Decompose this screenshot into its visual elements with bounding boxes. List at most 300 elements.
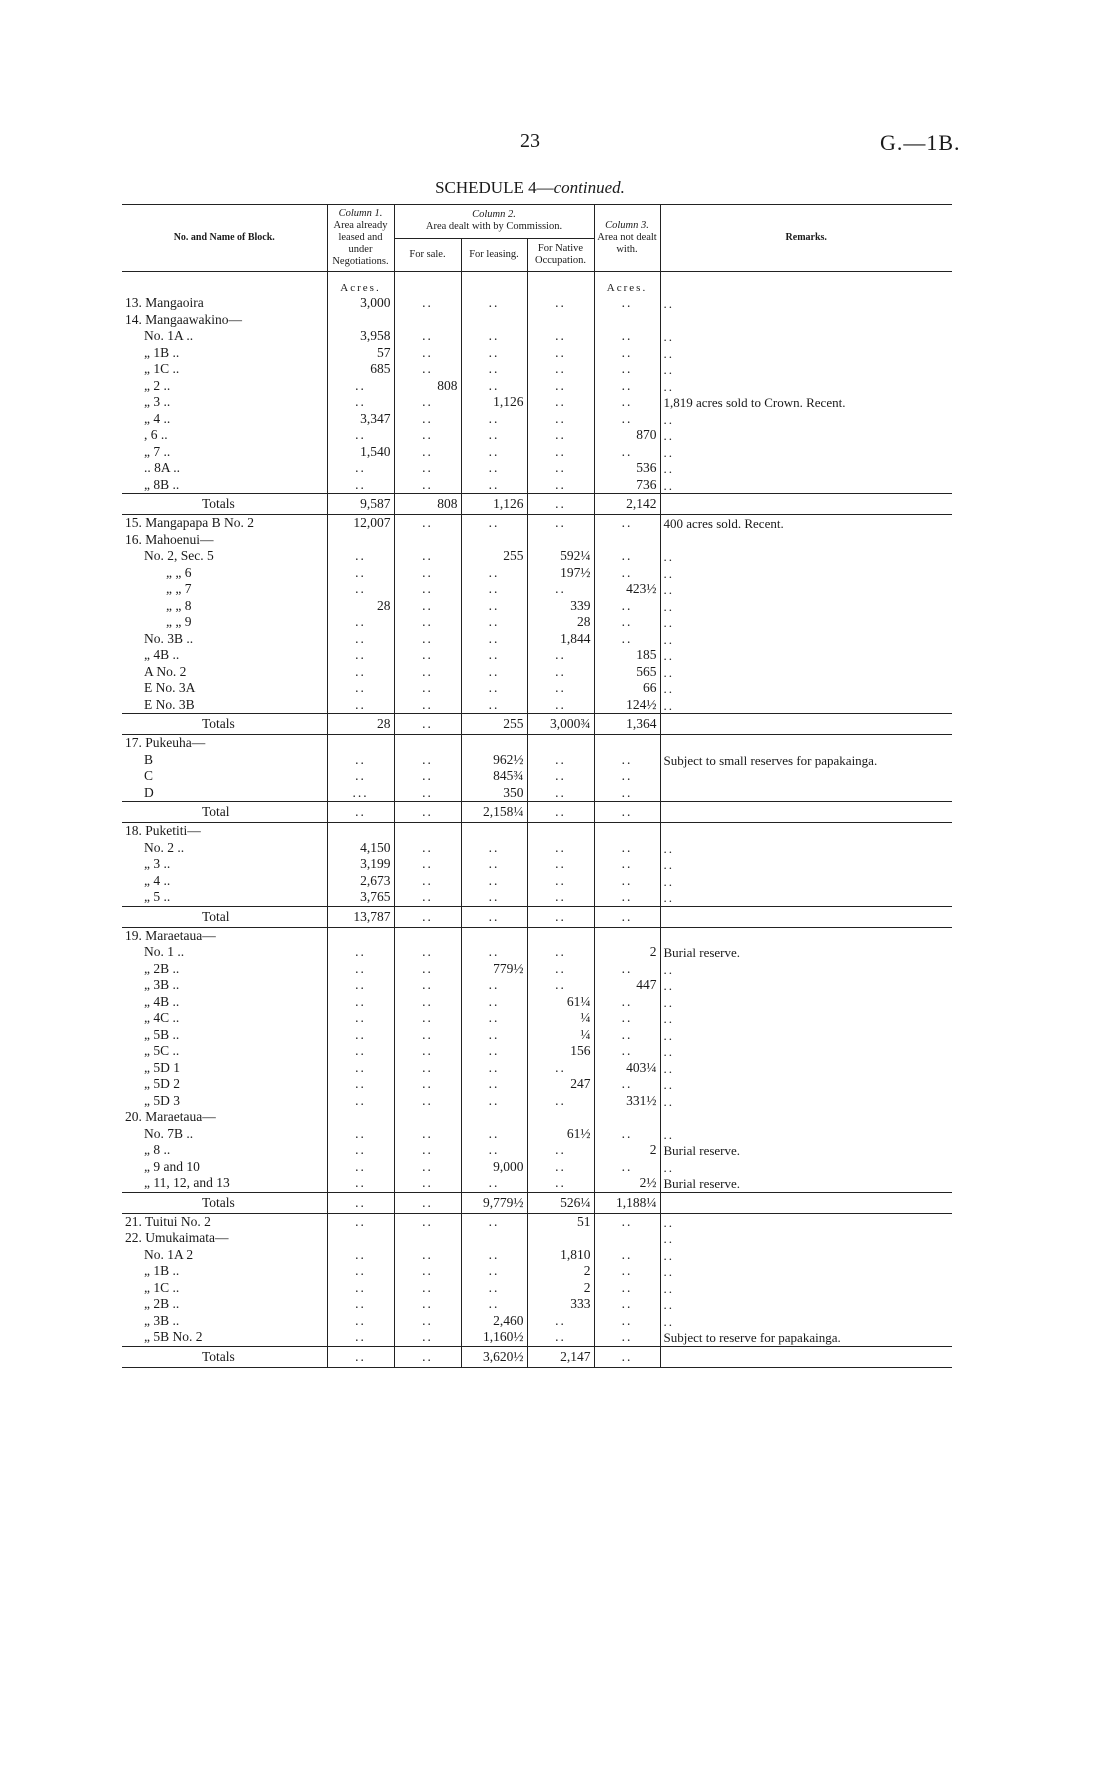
- col2-native-cell: ..: [527, 647, 594, 664]
- col2-leasing-cell: [461, 823, 527, 840]
- table-row: [122, 873, 952, 890]
- table-row: [122, 735, 952, 752]
- table-row: [122, 1159, 952, 1176]
- remarks-cell: ..: [660, 581, 952, 598]
- block-name-cell: „ „ 8: [166, 597, 192, 613]
- col2-sale-cell: ..: [394, 614, 461, 631]
- remarks-cell: [660, 906, 952, 927]
- table-row: [122, 1010, 952, 1027]
- col3-not-dealt-cell: ..: [594, 1247, 660, 1264]
- col2-leasing-cell: 9,779½: [461, 1192, 527, 1213]
- col2-leasing-cell: 962½: [461, 752, 527, 769]
- col2-leasing-cell: 3,620½: [461, 1346, 527, 1367]
- col2-sale-cell: ..: [394, 515, 461, 532]
- col2-native-cell: [527, 1109, 594, 1126]
- remarks-cell: ..: [660, 548, 952, 565]
- col2-native-cell: 526¼: [527, 1192, 594, 1213]
- remarks-cell: [660, 823, 952, 840]
- col3-not-dealt-cell: ..: [594, 802, 660, 823]
- remarks-cell: ..: [660, 1313, 952, 1330]
- table-row: [122, 394, 952, 411]
- col2-native-cell: ¼: [527, 1027, 594, 1044]
- schedule-title-main: SCHEDULE 4—: [435, 178, 554, 197]
- col3-not-dealt-cell: ..: [594, 295, 660, 312]
- remarks-cell: ..: [660, 477, 952, 494]
- table-row: [122, 944, 952, 961]
- col2-leasing-cell: ..: [461, 378, 527, 395]
- col3-not-dealt-cell: [594, 532, 660, 549]
- col3-not-dealt-cell: ..: [594, 994, 660, 1011]
- header-for-leasing: For leasing.: [461, 238, 527, 272]
- remarks-cell: ..: [660, 1159, 952, 1176]
- block-name-cell: B: [144, 751, 154, 767]
- table-row: [122, 1093, 952, 1110]
- col2-sale-cell: ..: [394, 906, 461, 927]
- col2-native-cell: ..: [527, 295, 594, 312]
- col2-leasing-cell: ..: [461, 889, 527, 906]
- col3-not-dealt-cell: ..: [594, 752, 660, 769]
- col1-leased-cell: ..: [327, 477, 394, 494]
- header-column-3-desc: Area not dealt with.: [597, 232, 657, 256]
- col2-sale-cell: ..: [394, 548, 461, 565]
- block-name-cell: „ 1B ..: [144, 1263, 180, 1279]
- block-name-cell: „ 1C ..: [144, 361, 180, 377]
- col2-leasing-cell: ..: [461, 856, 527, 873]
- header-for-sale: For sale.: [394, 238, 461, 272]
- table-row: [122, 598, 952, 615]
- header-column-2-desc: Area dealt with by Commission.: [425, 221, 563, 233]
- col2-sale-cell: ..: [394, 697, 461, 714]
- col2-native-cell: 51: [527, 1213, 594, 1230]
- remarks-cell: ..: [660, 1263, 952, 1280]
- block-name-cell: 21. Tuitui No. 2: [125, 1213, 211, 1229]
- remarks-cell: ..: [660, 1027, 952, 1044]
- remarks-cell: [660, 1109, 952, 1126]
- totals-row: [122, 1346, 952, 1367]
- remarks-cell: ..: [660, 614, 952, 631]
- col2-sale-cell: ..: [394, 1076, 461, 1093]
- col3-not-dealt-cell: 423½: [594, 581, 660, 598]
- col3-not-dealt-cell: ..: [594, 840, 660, 857]
- remarks-cell: ..: [660, 411, 952, 428]
- col2-sale-cell: ..: [394, 1296, 461, 1313]
- block-name-cell: „ 1B ..: [144, 344, 180, 360]
- col2-sale-cell: ..: [394, 840, 461, 857]
- block-name-cell: 19. Maraetaua—: [125, 927, 216, 943]
- col2-native-cell: ..: [527, 802, 594, 823]
- remarks-cell: ..: [660, 345, 952, 362]
- header-column-3: [594, 205, 660, 272]
- col1-leased-cell: ..: [327, 680, 394, 697]
- block-name-cell: Totals: [122, 714, 327, 735]
- header-native-occupation: For Native Occupation.: [527, 238, 594, 272]
- col2-leasing-cell: ..: [461, 581, 527, 598]
- col2-leasing-cell: ..: [461, 873, 527, 890]
- col1-leased-cell: [327, 532, 394, 549]
- col2-sale-cell: ..: [394, 1060, 461, 1077]
- col2-leasing-cell: 779½: [461, 961, 527, 978]
- col2-native-cell: ..: [527, 427, 594, 444]
- col2-sale-cell: ..: [394, 1027, 461, 1044]
- col1-leased-cell: ..: [327, 1192, 394, 1213]
- col2-native-cell: 339: [527, 598, 594, 615]
- col2-native-cell: ..: [527, 961, 594, 978]
- remarks-cell: ..: [660, 631, 952, 648]
- col2-leasing-cell: ..: [461, 1247, 527, 1264]
- table-row: [122, 785, 952, 802]
- table-row: [122, 680, 952, 697]
- col3-not-dealt-cell: 870: [594, 427, 660, 444]
- block-name-cell: Total: [122, 802, 327, 823]
- remarks-cell: ..: [660, 427, 952, 444]
- col1-leased-cell: ..: [327, 1159, 394, 1176]
- col3-not-dealt-cell: ..: [594, 856, 660, 873]
- block-name-cell: „ 5B ..: [144, 1026, 180, 1042]
- col3-not-dealt-cell: ..: [594, 345, 660, 362]
- col2-native-cell: ..: [527, 906, 594, 927]
- col2-native-cell: ..: [527, 444, 594, 461]
- col2-native-cell: [527, 823, 594, 840]
- col1-leased-cell: ..: [327, 1126, 394, 1143]
- col2-sale-cell: ..: [394, 1142, 461, 1159]
- col2-leasing-cell: [461, 1230, 527, 1247]
- col2-leasing-cell: 2,158¼: [461, 802, 527, 823]
- block-name-cell: 14. Mangaawakino—: [125, 311, 242, 327]
- remarks-cell: [660, 312, 952, 329]
- block-name-cell: „ 5C ..: [144, 1043, 180, 1059]
- col2-sale-cell: ..: [394, 598, 461, 615]
- table-row: [122, 548, 952, 565]
- totals-row: [122, 906, 952, 927]
- col2-native-cell: 61¼: [527, 994, 594, 1011]
- remarks-cell: ..: [660, 664, 952, 681]
- table-row: [122, 614, 952, 631]
- col1-leased-cell: ..: [327, 1175, 394, 1192]
- col2-sale-cell: ..: [394, 460, 461, 477]
- header-column-1-desc: Area already leased and under Negotiations.: [332, 220, 389, 268]
- col2-leasing-cell: ..: [461, 647, 527, 664]
- col2-sale-cell: ..: [394, 873, 461, 890]
- table-row: [122, 664, 952, 681]
- col2-leasing-cell: 2,460: [461, 1313, 527, 1330]
- col3-not-dealt-cell: ..: [594, 328, 660, 345]
- col2-native-cell: ..: [527, 328, 594, 345]
- col3-not-dealt-cell: 565: [594, 664, 660, 681]
- col3-not-dealt-cell: ..: [594, 1213, 660, 1230]
- totals-row: [122, 802, 952, 823]
- block-name-cell: 13. Mangaoira: [125, 295, 204, 311]
- block-name-cell: „ 4C ..: [144, 1010, 180, 1026]
- col1-leased-cell: ..: [327, 768, 394, 785]
- col2-native-cell: ..: [527, 1329, 594, 1346]
- remarks-cell: ..: [660, 647, 952, 664]
- remarks-cell: [660, 532, 952, 549]
- col1-leased-cell: 13,787: [327, 906, 394, 927]
- remarks-cell: ..: [660, 295, 952, 312]
- col2-sale-cell: ..: [394, 1010, 461, 1027]
- col1-leased-cell: ..: [327, 581, 394, 598]
- col2-native-cell: ..: [527, 944, 594, 961]
- block-name-cell: 17. Pukeuha—: [125, 735, 206, 751]
- col3-not-dealt-cell: ..: [594, 889, 660, 906]
- remarks-cell: Burial reserve.: [660, 944, 952, 961]
- table-row: [122, 1329, 952, 1346]
- table-row: [122, 477, 952, 494]
- col1-leased-cell: ..: [327, 1093, 394, 1110]
- block-name-cell: „ 4 ..: [144, 872, 171, 888]
- units-column-3: Acres.: [594, 281, 660, 295]
- col2-native-cell: ..: [527, 1175, 594, 1192]
- remarks-cell: ..: [660, 1060, 952, 1077]
- col3-not-dealt-cell: 1,364: [594, 714, 660, 735]
- col2-leasing-cell: 255: [461, 714, 527, 735]
- table-row: [122, 768, 952, 785]
- table-row: [122, 411, 952, 428]
- block-name-cell: Totals: [122, 1192, 327, 1213]
- col2-native-cell: ..: [527, 1093, 594, 1110]
- header-remarks: Remarks.: [660, 205, 952, 272]
- col2-leasing-cell: ..: [461, 411, 527, 428]
- table-row: [122, 312, 952, 329]
- remarks-cell: [660, 735, 952, 752]
- col2-native-cell: ..: [527, 494, 594, 515]
- col3-not-dealt-cell: ..: [594, 378, 660, 395]
- col3-not-dealt-cell: 185: [594, 647, 660, 664]
- col3-not-dealt-cell: ..: [594, 631, 660, 648]
- col2-native-cell: ..: [527, 345, 594, 362]
- table-row: [122, 752, 952, 769]
- remarks-cell: ..: [660, 977, 952, 994]
- col3-not-dealt-cell: ..: [594, 394, 660, 411]
- block-name-cell: „ 11, 12, and 13: [144, 1175, 230, 1191]
- col2-native-cell: ..: [527, 680, 594, 697]
- schedule-title-continued: continued.: [553, 178, 625, 197]
- col1-leased-cell: 3,199: [327, 856, 394, 873]
- col2-sale-cell: ..: [394, 994, 461, 1011]
- col2-leasing-cell: ..: [461, 1060, 527, 1077]
- block-name-cell: „ „ 9: [166, 614, 192, 630]
- remarks-cell: ..: [660, 565, 952, 582]
- col3-not-dealt-cell: ..: [594, 961, 660, 978]
- col3-not-dealt-cell: ..: [594, 1280, 660, 1297]
- block-name-cell: „ 8 ..: [144, 1142, 171, 1158]
- remarks-cell: 1,819 acres sold to Crown. Recent.: [660, 394, 952, 411]
- col2-leasing-cell: ..: [461, 1296, 527, 1313]
- table-row: [122, 994, 952, 1011]
- table-row: [122, 961, 952, 978]
- remarks-cell: ..: [660, 1230, 952, 1247]
- col3-not-dealt-cell: ..: [594, 873, 660, 890]
- table-row: [122, 1247, 952, 1264]
- col2-native-cell: 592¼: [527, 548, 594, 565]
- block-name-cell: 16. Mahoenui—: [125, 531, 214, 547]
- col2-leasing-cell: ..: [461, 906, 527, 927]
- document-reference: G.—1B.: [880, 130, 961, 155]
- remarks-cell: [660, 1346, 952, 1367]
- remarks-cell: Burial reserve.: [660, 1175, 952, 1192]
- col2-leasing-cell: ..: [461, 1010, 527, 1027]
- col3-not-dealt-cell: [594, 1109, 660, 1126]
- col1-leased-cell: ..: [327, 1346, 394, 1367]
- col2-sale-cell: [394, 1230, 461, 1247]
- col2-sale-cell: ..: [394, 1043, 461, 1060]
- table-row: [122, 460, 952, 477]
- col1-leased-cell: 3,958: [327, 328, 394, 345]
- col2-sale-cell: ..: [394, 1093, 461, 1110]
- header-column-2: [394, 205, 594, 239]
- col3-not-dealt-cell: [594, 312, 660, 329]
- col2-native-cell: ..: [527, 1159, 594, 1176]
- col3-not-dealt-cell: ..: [594, 1346, 660, 1367]
- col1-leased-cell: 685: [327, 361, 394, 378]
- table-row: [122, 1142, 952, 1159]
- col1-leased-cell: ..: [327, 697, 394, 714]
- col2-sale-cell: ..: [394, 411, 461, 428]
- block-name-cell: „ 2B ..: [144, 1296, 180, 1312]
- col3-not-dealt-cell: 2½: [594, 1175, 660, 1192]
- col2-sale-cell: ..: [394, 394, 461, 411]
- block-name-cell: Totals: [122, 494, 327, 515]
- col2-leasing-cell: ..: [461, 295, 527, 312]
- col1-leased-cell: ..: [327, 994, 394, 1011]
- col1-leased-cell: ..: [327, 427, 394, 444]
- col1-leased-cell: ..: [327, 460, 394, 477]
- block-name-cell: „ 2B ..: [144, 960, 180, 976]
- col3-not-dealt-cell: ..: [594, 565, 660, 582]
- remarks-cell: ..: [660, 873, 952, 890]
- units-column-1: Acres.: [327, 281, 394, 295]
- col2-native-cell: [527, 735, 594, 752]
- block-name-cell: E No. 3B: [144, 696, 195, 712]
- block-name-cell: „ 4B ..: [144, 993, 180, 1009]
- col2-native-cell: 2: [527, 1263, 594, 1280]
- col2-native-cell: ..: [527, 1142, 594, 1159]
- remarks-cell: [660, 927, 952, 944]
- col2-sale-cell: ..: [394, 361, 461, 378]
- col3-not-dealt-cell: 331½: [594, 1093, 660, 1110]
- col2-sale-cell: ..: [394, 1159, 461, 1176]
- col2-leasing-cell: ..: [461, 1213, 527, 1230]
- col2-sale-cell: ..: [394, 1263, 461, 1280]
- col3-not-dealt-cell: ..: [594, 361, 660, 378]
- col3-not-dealt-cell: ..: [594, 1010, 660, 1027]
- block-name-cell: 15. Mangapapa B No. 2: [125, 515, 254, 531]
- block-name-cell: „ 5D 3: [144, 1092, 180, 1108]
- col2-leasing-cell: [461, 532, 527, 549]
- col2-leasing-cell: ..: [461, 994, 527, 1011]
- col2-leasing-cell: ..: [461, 614, 527, 631]
- col1-leased-cell: ..: [327, 647, 394, 664]
- col2-leasing-cell: 255: [461, 548, 527, 565]
- block-name-cell: A No. 2: [144, 663, 187, 679]
- col2-sale-cell: ..: [394, 889, 461, 906]
- table-row: [122, 1213, 952, 1230]
- col1-leased-cell: ..: [327, 1329, 394, 1346]
- remarks-cell: ..: [660, 328, 952, 345]
- col3-not-dealt-cell: ..: [594, 598, 660, 615]
- col3-not-dealt-cell: 66: [594, 680, 660, 697]
- block-name-cell: „ „ 6: [166, 564, 192, 580]
- header-column-2-label: Column 2.: [472, 209, 516, 221]
- table-row: [122, 361, 952, 378]
- block-name-cell: , 6 ..: [144, 427, 168, 443]
- table-row: [122, 515, 952, 532]
- col3-not-dealt-cell: ..: [594, 444, 660, 461]
- col2-leasing-cell: ..: [461, 460, 527, 477]
- col2-sale-cell: ..: [394, 647, 461, 664]
- col2-native-cell: ..: [527, 581, 594, 598]
- col2-leasing-cell: 350: [461, 785, 527, 802]
- col2-sale-cell: [394, 532, 461, 549]
- block-name-cell: „ 3 ..: [144, 856, 171, 872]
- col1-leased-cell: ..: [327, 664, 394, 681]
- col2-sale-cell: ..: [394, 961, 461, 978]
- schedule-title: [0, 178, 1060, 198]
- table-row: [122, 1296, 952, 1313]
- col2-native-cell: ¼: [527, 1010, 594, 1027]
- remarks-cell: ..: [660, 361, 952, 378]
- col2-leasing-cell: ..: [461, 515, 527, 532]
- col2-sale-cell: [394, 735, 461, 752]
- block-name-cell: 18. Puketiti—: [125, 823, 201, 839]
- col3-not-dealt-cell: 736: [594, 477, 660, 494]
- totals-row: [122, 714, 952, 735]
- col2-native-cell: ..: [527, 840, 594, 857]
- col1-leased-cell: 12,007: [327, 515, 394, 532]
- table-row: [122, 295, 952, 312]
- col2-leasing-cell: ..: [461, 1076, 527, 1093]
- col2-leasing-cell: ..: [461, 1142, 527, 1159]
- col2-leasing-cell: ..: [461, 944, 527, 961]
- col2-leasing-cell: 1,126: [461, 494, 527, 515]
- table-row: [122, 1027, 952, 1044]
- block-name-cell: „ 7 ..: [144, 443, 171, 459]
- remarks-cell: ..: [660, 1126, 952, 1143]
- col3-not-dealt-cell: 536: [594, 460, 660, 477]
- col2-native-cell: [527, 1230, 594, 1247]
- col2-sale-cell: ..: [394, 1192, 461, 1213]
- col2-leasing-cell: 845¾: [461, 768, 527, 785]
- header-column-1: [327, 205, 394, 272]
- remarks-cell: ..: [660, 598, 952, 615]
- table-row: [122, 444, 952, 461]
- remarks-cell: [660, 1192, 952, 1213]
- col3-not-dealt-cell: ..: [594, 1263, 660, 1280]
- table-row: [122, 1109, 952, 1126]
- col2-leasing-cell: ..: [461, 565, 527, 582]
- col1-leased-cell: ..: [327, 752, 394, 769]
- block-name-cell: „ 9 and 10: [144, 1158, 200, 1174]
- col2-leasing-cell: ..: [461, 840, 527, 857]
- col3-not-dealt-cell: ..: [594, 1126, 660, 1143]
- col2-native-cell: ..: [527, 889, 594, 906]
- col2-sale-cell: ..: [394, 944, 461, 961]
- col2-native-cell: 61½: [527, 1126, 594, 1143]
- col2-sale-cell: ..: [394, 1213, 461, 1230]
- totals-row: [122, 494, 952, 515]
- block-name-cell: Totals: [122, 1346, 327, 1367]
- col2-sale-cell: ..: [394, 581, 461, 598]
- table-row: [122, 977, 952, 994]
- remarks-cell: ..: [660, 1247, 952, 1264]
- col1-leased-cell: ..: [327, 565, 394, 582]
- header-column-3-label: Column 3.: [605, 220, 649, 232]
- col2-leasing-cell: 9,000: [461, 1159, 527, 1176]
- col2-sale-cell: ..: [394, 345, 461, 362]
- col2-sale-cell: ..: [394, 565, 461, 582]
- col2-sale-cell: ..: [394, 1346, 461, 1367]
- col3-not-dealt-cell: ..: [594, 1329, 660, 1346]
